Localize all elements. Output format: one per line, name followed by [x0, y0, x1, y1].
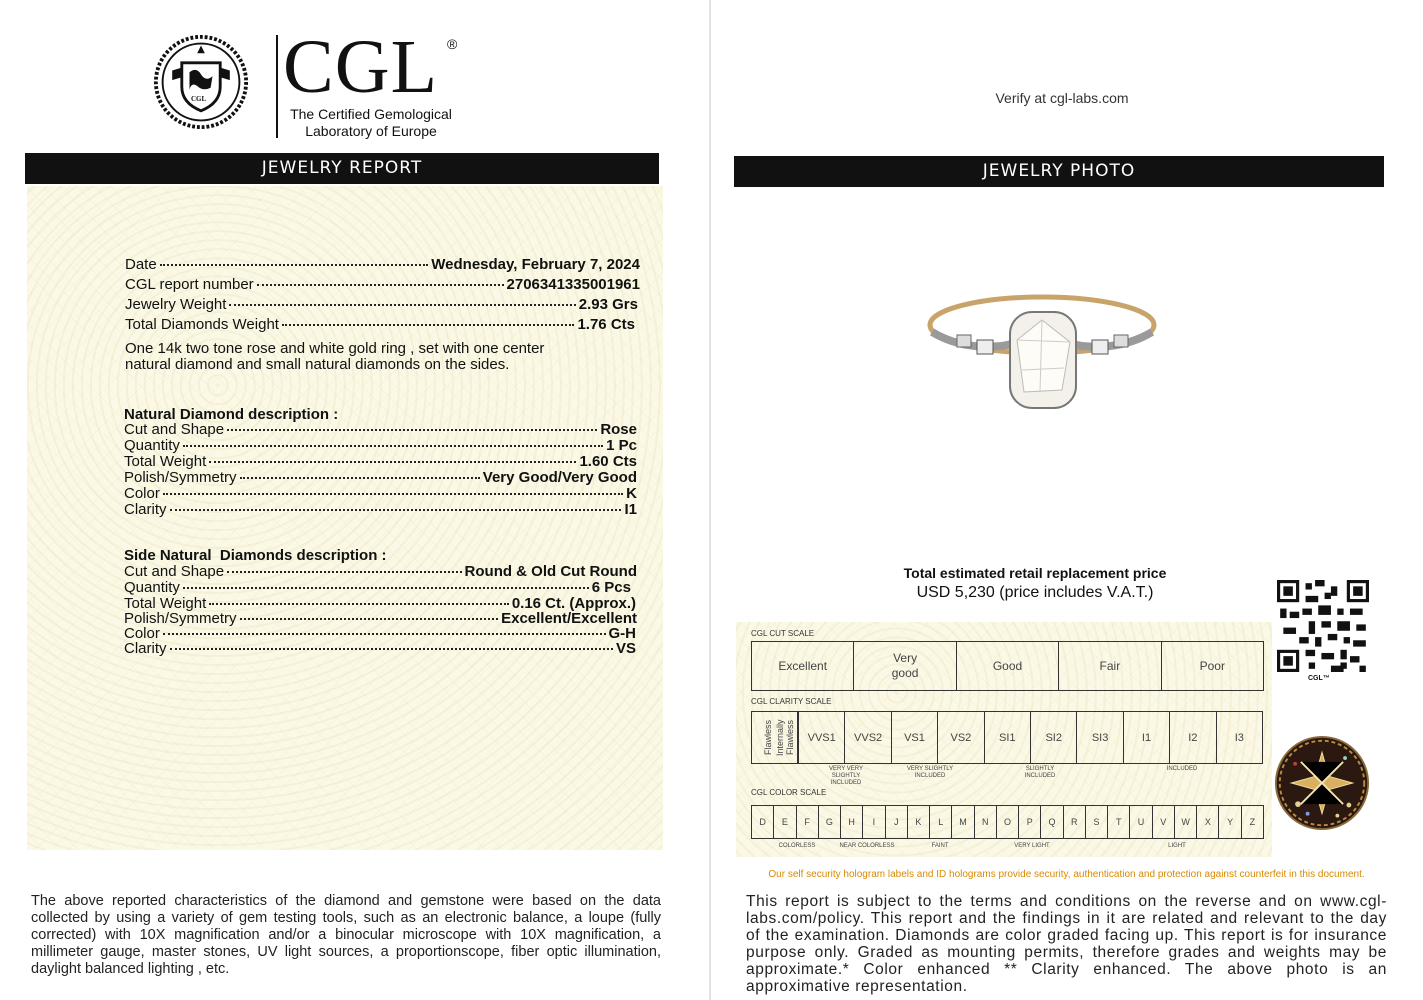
row-value: 2.93 Grs: [578, 296, 638, 313]
row-label: Color: [124, 625, 160, 642]
clarity-group-label: VERY VERY SLIGHTLY INCLUDED: [828, 766, 864, 786]
registered-mark: ®: [447, 36, 458, 52]
clarity-group-label: SLIGHTLY INCLUDED: [1024, 766, 1056, 779]
description-line-1: One 14k two tone rose and white gold ring , set with one center: [125, 340, 545, 357]
dot-leader: [227, 571, 461, 573]
ring-photo: [922, 280, 1162, 420]
color-scale-cell: T: [1107, 805, 1130, 839]
logo-divider: [276, 35, 278, 138]
row-label: Date: [125, 256, 157, 273]
row-label: Cut and Shape: [124, 563, 225, 580]
color-scale-cell: R: [1063, 805, 1086, 839]
row-value: I1: [624, 501, 637, 518]
clarity-scale-title: CGL CLARITY SCALE: [751, 697, 832, 706]
clarity-scale-cell: VVS2: [844, 711, 891, 764]
row-value: G-H: [608, 625, 636, 642]
natural-color-row: [124, 486, 637, 502]
cut-scale-cell: Good: [956, 641, 1059, 691]
cut-scale-cell: Very good: [853, 641, 956, 691]
color-scale-cell: W: [1174, 805, 1197, 839]
clarity-flawless-cell: [751, 711, 798, 764]
color-group-label: NEAR COLORLESS: [839, 843, 895, 849]
color-scale-cell: E: [773, 805, 796, 839]
row-value: 0.16 Ct. (Approx.): [511, 595, 636, 612]
brand-tagline: [283, 106, 459, 140]
clarity-scale-cell: I2: [1169, 711, 1216, 764]
cut-scale-cell: Fair: [1058, 641, 1161, 691]
side-polish-row: [124, 611, 637, 627]
cut-scale-cell: Poor: [1161, 641, 1264, 691]
row-value: Wednesday, February 7, 2024: [431, 256, 640, 273]
dot-leader: [240, 618, 499, 620]
dot-leader: [227, 429, 597, 431]
dot-leader: [170, 648, 613, 650]
row-value: Round & Old Cut Round: [464, 563, 637, 580]
clarity-scale-cell: I1: [1123, 711, 1170, 764]
dot-leader: [183, 445, 603, 447]
color-scale-cell: M: [951, 805, 974, 839]
color-scale-cell: N: [974, 805, 997, 839]
report-banner: [25, 153, 659, 184]
row-value: 1.60 Cts: [579, 453, 637, 470]
clarity-scale-cell: VVS1: [798, 711, 845, 764]
hologram-note: Our self security hologram labels and ID holograms provide security, authentication and protection against counterfeit in this document.: [768, 869, 1365, 880]
photo-banner-title: JEWELRY PHOTO: [982, 161, 1136, 181]
dot-leader: [160, 264, 429, 266]
seal-text: CGL: [191, 95, 207, 103]
side-clarity-row: [124, 641, 636, 657]
dot-leader: [257, 284, 504, 286]
natural-weight-row: [124, 454, 637, 470]
color-scale-cell: K: [907, 805, 930, 839]
side-cut-row: [124, 564, 637, 580]
natural-cut-row: [124, 422, 637, 438]
side-quantity-row: [124, 580, 631, 596]
jewelry-description: [125, 341, 625, 373]
clarity-vertical-label: Internally Flawless: [774, 719, 795, 756]
row-label: Quantity: [124, 579, 180, 596]
clarity-group-label: INCLUDED: [1166, 766, 1198, 772]
row-label: Total Diamonds Weight: [125, 316, 279, 333]
clarity-vertical-label: Flawless: [762, 719, 773, 755]
row-value: 2706341335001961: [506, 276, 640, 293]
dot-leader: [183, 587, 589, 589]
price-value: USD 5,230 (price includes V.A.T.): [916, 584, 1154, 601]
row-label: Color: [124, 485, 160, 502]
dot-leader: [209, 461, 576, 463]
clarity-scale-cell: VS2: [937, 711, 984, 764]
color-group-label: COLORLESS: [778, 843, 816, 849]
side-color-row: [124, 626, 636, 642]
photo-banner: [734, 156, 1384, 187]
clarity-scale-cell: I3: [1216, 711, 1263, 764]
row-label: Cut and Shape: [124, 421, 225, 438]
row-label: Clarity: [124, 640, 167, 657]
qr-caption: CGL™: [1308, 675, 1330, 682]
dot-leader: [240, 477, 480, 479]
jewelry-weight-row: [125, 297, 638, 313]
row-value: K: [626, 485, 637, 502]
row-label: Total Weight: [124, 453, 207, 470]
jewelry-report-page: [0, 0, 708, 1000]
price-title: Total estimated retail replacement price: [903, 565, 1167, 581]
row-label: Jewelry Weight: [125, 296, 227, 313]
report-number-row: [125, 277, 640, 293]
row-value: Excellent/Excellent: [501, 610, 637, 627]
qr-code-icon[interactable]: [1276, 580, 1370, 672]
color-group-label: FAINT: [931, 843, 949, 849]
color-group-label: LIGHT: [1168, 843, 1186, 849]
row-label: Polish/Symmetry: [124, 469, 237, 486]
dot-leader: [163, 633, 606, 635]
clarity-scale-cell: SI3: [1076, 711, 1123, 764]
clarity-group-label: VERY SLIGHTLY INCLUDED: [906, 766, 954, 779]
color-scale-cell: G: [818, 805, 841, 839]
hologram-star-icon: [1274, 735, 1370, 831]
row-label: Total Weight: [124, 595, 207, 612]
row-value: Rose: [600, 421, 637, 438]
color-scale-cell: Z: [1241, 805, 1264, 839]
color-scale-cell: J: [885, 805, 908, 839]
color-scale-cell: O: [996, 805, 1019, 839]
color-scale-title: CGL COLOR SCALE: [751, 788, 827, 797]
page-fold: [709, 0, 711, 1000]
color-scale-cell: U: [1129, 805, 1152, 839]
row-label: Clarity: [124, 501, 167, 518]
total-diamonds-weight-row: [125, 317, 635, 333]
natural-quantity-row: [124, 438, 637, 454]
color-scale-cell: H: [840, 805, 863, 839]
clarity-scale-cell: VS1: [891, 711, 938, 764]
dot-leader: [170, 509, 622, 511]
row-value: Very Good/Very Good: [482, 469, 637, 486]
report-banner-title: JEWELRY REPORT: [261, 158, 423, 178]
dot-leader: [209, 603, 509, 605]
row-value: 1.76 Cts: [577, 316, 635, 333]
row-value: 6 Pcs: [591, 579, 631, 596]
verify-link[interactable]: Verify at cgl-labs.com: [995, 90, 1129, 106]
dot-leader: [163, 493, 623, 495]
description-line-2: natural diamond and small natural diamonds on the sides.: [125, 356, 510, 373]
color-scale-cell: L: [929, 805, 952, 839]
color-group-label: VERY LIGHT: [1014, 843, 1050, 849]
color-scale-cell: Y: [1218, 805, 1241, 839]
color-scale-cell: Q: [1040, 805, 1063, 839]
testing-disclaimer: The above reported characteristics of the diamond and gemstone were based on the data collected by using a variety of gem testing tools, such as an electronic balance, a loupe (fully corrected) with 10X magnification and/or a binocular microscope with 10X magnification, a millimeter gauge, master stones, UV light sources, a proportionscope, fiber optic illumination, daylight balanced lighting , etc.: [31, 893, 661, 977]
natural-diamond-heading: Natural Diamond description :: [124, 406, 339, 423]
row-label: Polish/Symmetry: [124, 610, 237, 627]
color-scale-cell: S: [1085, 805, 1108, 839]
color-scale-cell: I: [862, 805, 885, 839]
cut-scale-title: CGL CUT SCALE: [751, 629, 815, 638]
dot-leader: [282, 324, 574, 326]
jewelry-photo-page: [712, 0, 1423, 1000]
tagline-line-2: Laboratory of Europe: [305, 123, 437, 139]
natural-clarity-row: [124, 502, 637, 518]
date-row: [125, 257, 640, 273]
terms-disclaimer: This report is subject to the terms and conditions on the reverse and on www.cgl-labs.com/policy. This report and the findings in it are related and relevant to the day of the examination. Diamonds are color graded facing up. This report is for insurance purpose only. Graded as mounting permits, therefore grades and weights may be approximate.* Color enhanced ** Clarity enhanced. The above photo is an approximative representation.: [746, 893, 1387, 995]
side-diamonds-heading: Side Natural Diamonds description :: [124, 547, 387, 564]
cut-scale-cell: Excellent: [751, 641, 854, 691]
seal-logo-icon: [153, 34, 249, 130]
natural-polish-row: [124, 470, 637, 486]
color-scale-cell: D: [751, 805, 774, 839]
color-scale-cell: F: [796, 805, 819, 839]
row-label: CGL report number: [125, 276, 254, 293]
color-scale-cell: X: [1196, 805, 1219, 839]
color-scale-cell: V: [1152, 805, 1175, 839]
tagline-line-1: The Certified Gemological: [290, 106, 452, 122]
brand-name: CGL: [283, 25, 438, 109]
dot-leader: [229, 304, 575, 306]
row-value: 1 Pc: [606, 437, 637, 454]
color-scale-cell: P: [1018, 805, 1041, 839]
clarity-scale-cell: SI1: [984, 711, 1031, 764]
row-label: Quantity: [124, 437, 180, 454]
clarity-scale-cell: SI2: [1030, 711, 1077, 764]
row-value: VS: [615, 640, 636, 657]
